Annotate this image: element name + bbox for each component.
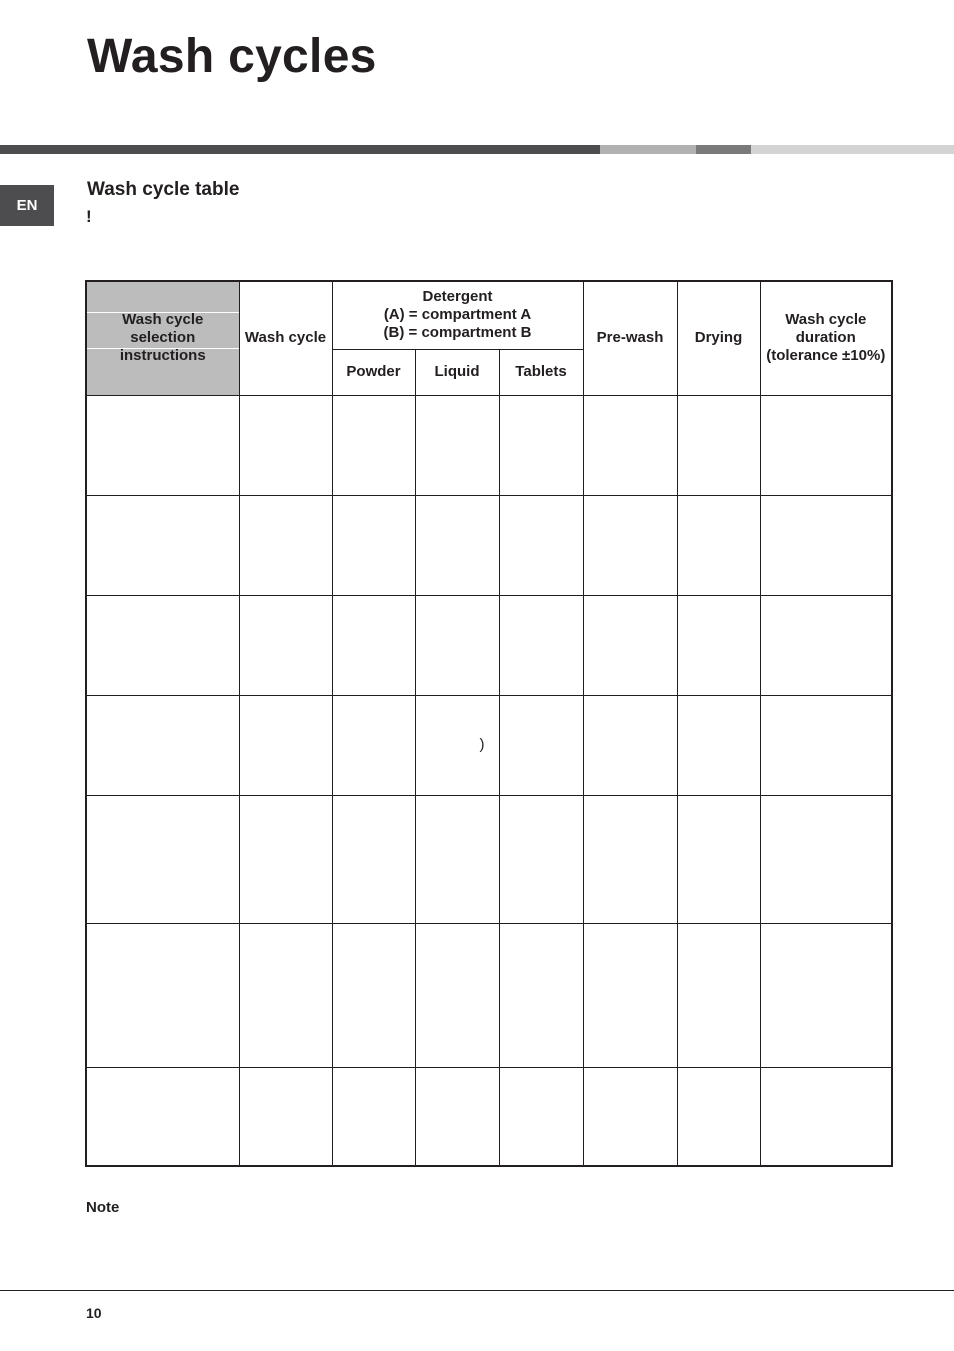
section-title: Wash cycle table [87,179,240,200]
wash-cycle-table [85,280,893,1167]
cell-instructions [86,1067,239,1166]
cell-tablets [499,395,583,495]
cell-wash-cycle [239,595,332,695]
cell-powder [332,795,415,923]
cell-liquid [415,1067,499,1166]
note-label: Note [86,1199,120,1216]
cell-powder [332,595,415,695]
cell-drying [677,395,760,495]
cell-instructions [86,595,239,695]
header-wash-cycle: Wash cycle [239,281,332,395]
cell-wash-cycle [239,1067,332,1166]
header-detergent [332,281,583,349]
cell-duration [760,395,892,495]
header-liquid: Liquid [415,349,499,395]
cell-instructions [86,495,239,595]
cell-duration [760,923,892,1067]
cell-tablets [499,795,583,923]
cell-prewash [583,795,677,923]
cell-wash-cycle [239,923,332,1067]
cell-instructions [86,923,239,1067]
cell-liquid [415,695,499,795]
cell-duration [760,795,892,923]
page-title: Wash cycles [87,30,377,83]
cell-powder [332,923,415,1067]
cell-tablets [499,695,583,795]
cell-tablets [499,1067,583,1166]
header-bar-lightest-segment [751,145,954,154]
cell-prewash [583,495,677,595]
cell-drying [677,495,760,595]
header-duration-label: Wash cycle duration (tolerance ±10%) [766,311,886,365]
table-row [86,595,892,695]
header-tablets: Tablets [499,349,583,395]
header-detergent-a: (A) = compartment A [383,306,532,324]
cell-liquid [415,595,499,695]
cell-prewash [583,695,677,795]
cell-drying [677,595,760,695]
header-detergent-b: (B) = compartment B [383,324,532,342]
header-drying: Drying [677,281,760,395]
table-row [86,1067,892,1166]
cell-duration [760,695,892,795]
page-number: 10 [86,1305,102,1321]
cell-powder [332,395,415,495]
cell-liquid-text: ) [479,736,485,753]
header-prewash: Pre-wash [583,281,677,395]
cell-drying [677,923,760,1067]
table-row [86,923,892,1067]
table-row [86,695,892,795]
cell-duration [760,495,892,595]
cell-liquid [415,923,499,1067]
header-detergent-label: Detergent [422,288,493,306]
cell-prewash [583,923,677,1067]
cell-duration [760,1067,892,1166]
cell-tablets [499,595,583,695]
table-row [86,795,892,923]
header-duration [760,281,892,395]
cell-powder [332,1067,415,1166]
cell-prewash [583,595,677,695]
cell-drying [677,1067,760,1166]
cell-liquid [415,795,499,923]
header-instructions-label: Wash cycle selection instructions [119,311,206,365]
table-row [86,395,892,495]
header-bar-light-segment [600,145,696,154]
header-color-bar [0,145,954,154]
cell-prewash [583,1067,677,1166]
cell-drying [677,795,760,923]
header-bar-dark-segment [0,145,600,154]
header-powder: Powder [332,349,415,395]
cell-wash-cycle [239,395,332,495]
header-instructions [86,281,239,395]
cell-drying [677,695,760,795]
cell-powder [332,695,415,795]
cell-prewash [583,395,677,495]
footer-divider [0,1290,954,1291]
cell-liquid [415,395,499,495]
cell-instructions [86,795,239,923]
cell-wash-cycle [239,695,332,795]
warning-mark: ! [86,207,92,226]
cell-wash-cycle [239,795,332,923]
cell-liquid [415,495,499,595]
cell-duration [760,595,892,695]
cell-instructions [86,395,239,495]
cell-wash-cycle [239,495,332,595]
cell-tablets [499,495,583,595]
table-row [86,495,892,595]
cell-instructions [86,695,239,795]
header-bar-mid-segment [696,145,751,154]
cell-powder [332,495,415,595]
cell-tablets [499,923,583,1067]
language-tab: EN [0,185,54,226]
